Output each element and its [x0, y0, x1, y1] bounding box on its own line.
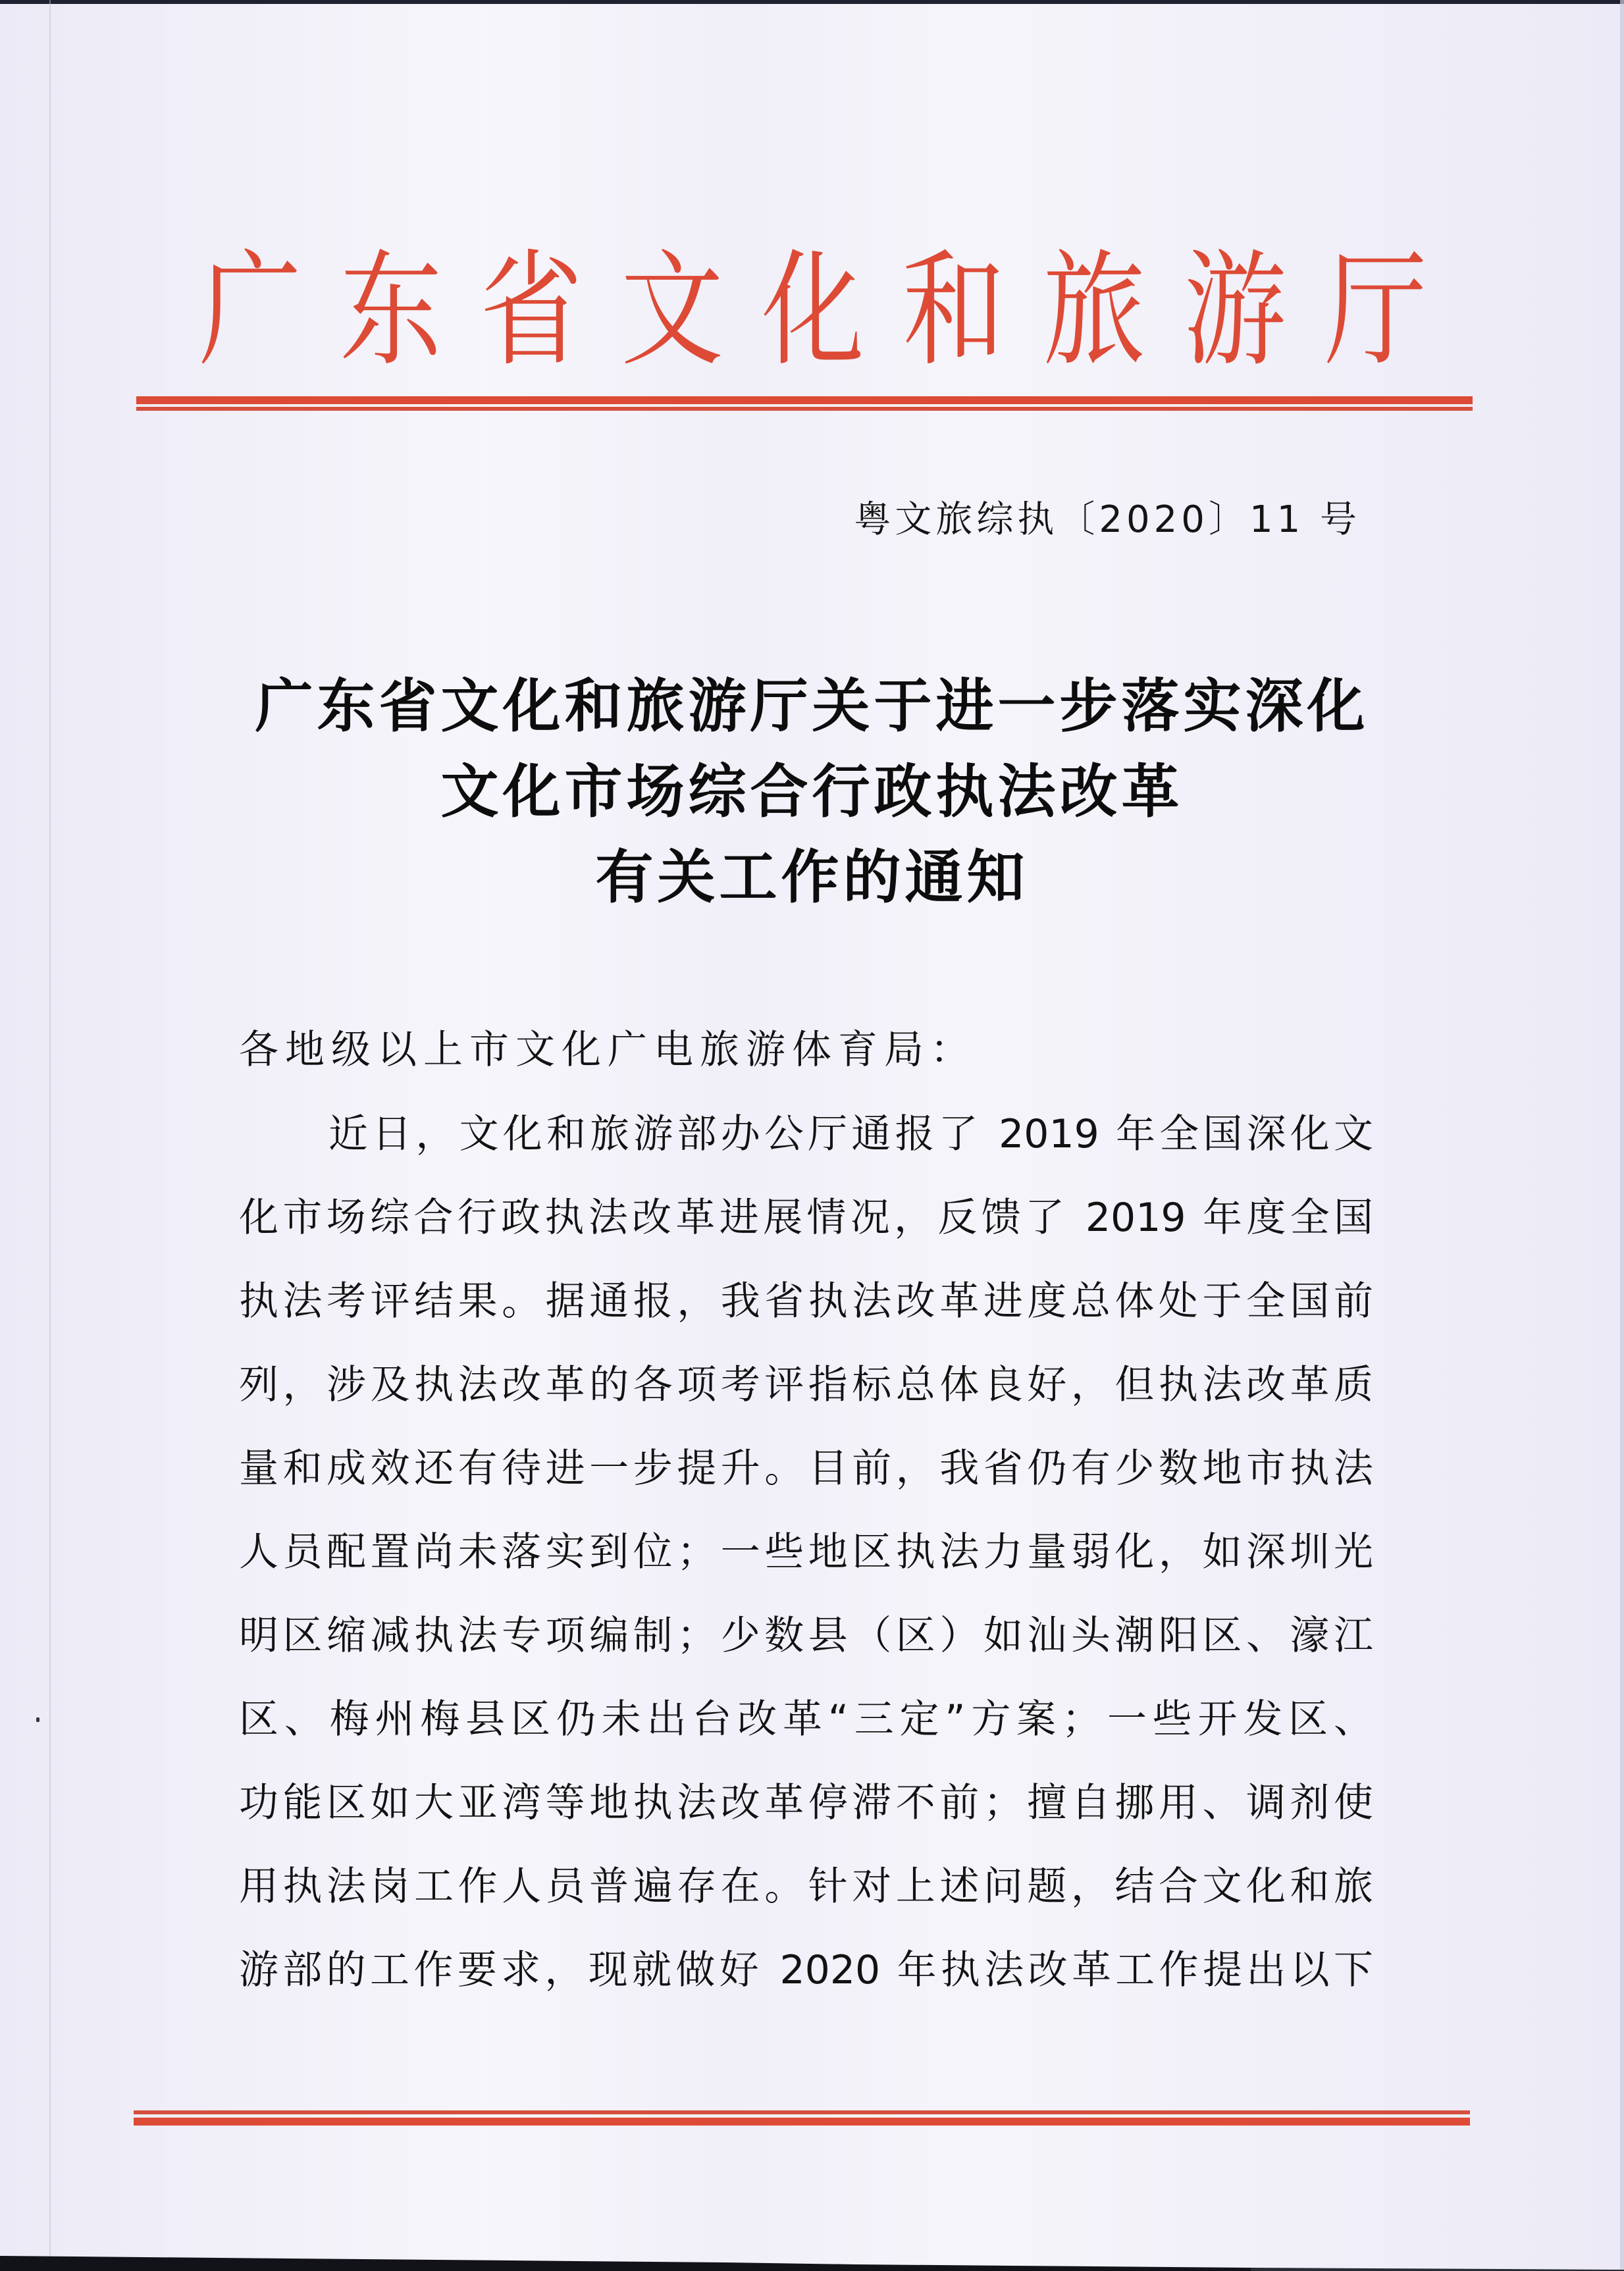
document-heading-line-1: 广东省文化和旅游厅关于进一步落实深化: [255, 671, 1369, 740]
body-line: 量和成效还有待进一步提升。目前，我省仍有少数地市执法: [239, 1446, 1373, 1492]
masthead-char: 厅: [1324, 238, 1427, 383]
scan-bottom-edge: [0, 2232, 1624, 2271]
masthead-char: 化: [762, 238, 864, 383]
document-number: 粤文旅综执〔2020〕11 号: [854, 498, 1361, 541]
body-line: 区、梅州梅县区仍未出台改革“三定”方案；一些开发区、: [239, 1696, 1373, 1742]
masthead-char: 游: [1184, 238, 1287, 383]
body-line: 列，涉及执法改革的各项考评指标总体良好，但执法改革质: [239, 1362, 1373, 1408]
scan-crease-line: [49, 0, 51, 2258]
document-heading-line-2: 文化市场综合行政执法改革: [440, 757, 1184, 825]
masthead-char: 旅: [1043, 238, 1146, 383]
body-line: 用执法岗工作人员普遍存在。针对上述问题，结合文化和旅: [239, 1864, 1373, 1910]
body-line: 化市场综合行政执法改革进展情况，反馈了 2019 年度全国: [239, 1195, 1373, 1241]
body-line: 人员配置尚未落实到位；一些地区执法力量弱化，如深圳光: [239, 1529, 1373, 1575]
body-line: 近日，文化和旅游部办公厅通报了 2019 年全国深化文: [328, 1111, 1373, 1157]
body-line: 游部的工作要求，现就做好 2020 年执法改革工作提出以下: [239, 1947, 1373, 1993]
masthead-title: [188, 238, 1438, 383]
masthead-char: 和: [902, 238, 1005, 383]
masthead-char: 文: [621, 238, 724, 383]
body-line: 明区缩减执法专项编制；少数县（区）如汕头潮阳区、濠江: [239, 1613, 1373, 1659]
scan-speck: [36, 1717, 39, 1722]
footer-rule-thin: [134, 2110, 1470, 2114]
salutation: 各地级以上市文化广电旅游体育局：: [239, 1027, 976, 1073]
masthead-char: 省: [480, 238, 583, 383]
scan-top-edge: [0, 0, 1624, 4]
body-line: 功能区如大亚湾等地执法改革停滞不前；擅自挪用、调剂使: [239, 1780, 1373, 1826]
header-rule-thin: [136, 407, 1473, 411]
footer-rule-thick: [134, 2118, 1470, 2126]
scan-right-edge: [1620, 0, 1624, 2271]
document-heading-line-3: 有关工作的通知: [595, 843, 1029, 911]
body-line: 执法考评结果。据通报，我省执法改革进度总体处于全国前: [239, 1278, 1373, 1324]
header-rule-thick: [136, 396, 1473, 404]
masthead-char: 广: [199, 238, 301, 383]
masthead-char: 东: [339, 238, 442, 383]
